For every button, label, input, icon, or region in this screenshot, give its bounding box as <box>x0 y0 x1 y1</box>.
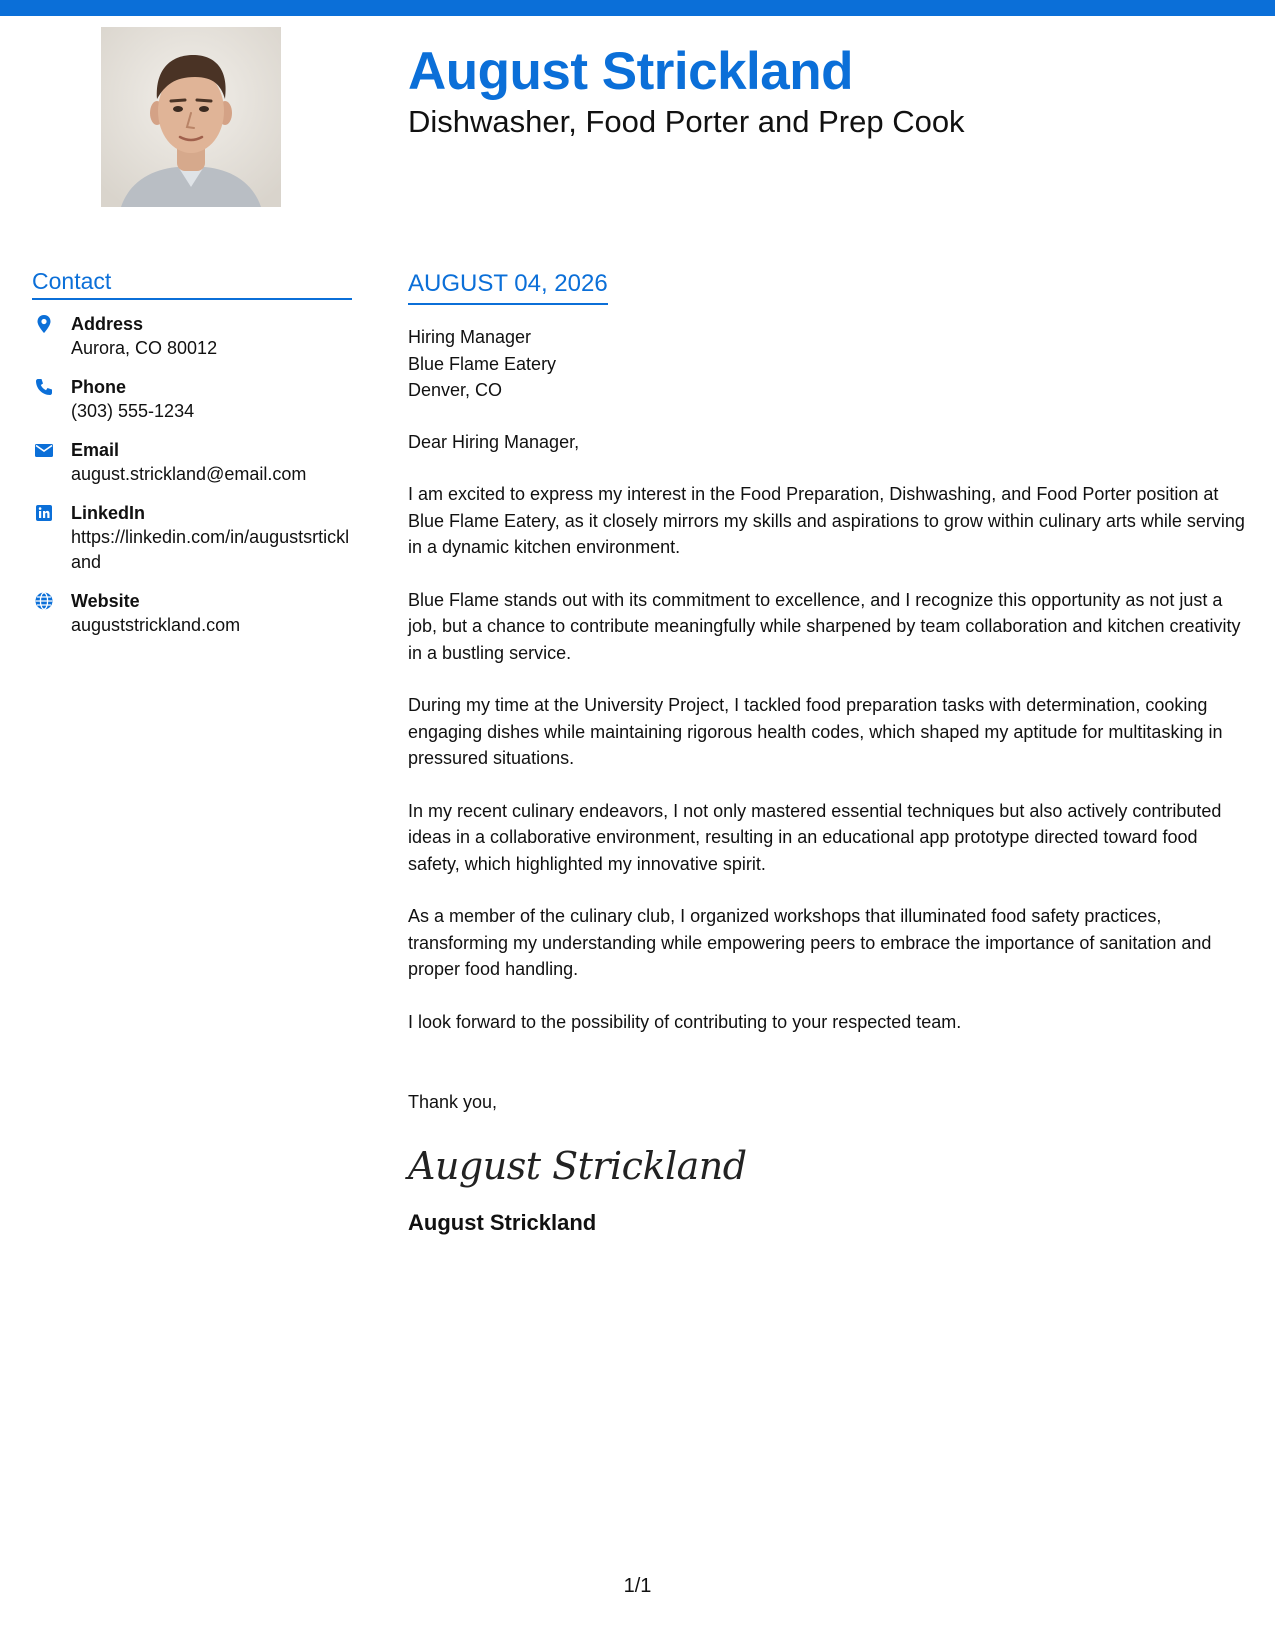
linkedin-icon <box>34 503 54 523</box>
recipient-line: Blue Flame Eatery <box>408 353 557 374</box>
contact-label: Website <box>71 591 140 611</box>
contact-label: Email <box>71 440 120 460</box>
closing: Thank you, <box>408 1092 498 1112</box>
recipient-block <box>408 324 1248 404</box>
contact-label: LinkedIn <box>71 503 146 523</box>
body-paragraph: During my time at the University Project, I tackled food preparation tasks with determination, cooking engaging dishes while maintaining rigorous health codes, which shaped my aptitude for multitasking in pressured situations. <box>408 695 1223 768</box>
applicant-name: August Strickland <box>408 42 854 101</box>
body-paragraph: I am excited to express my interest in the Food Preparation, Dishwashing, and Food Porter position at Blue Flame Eatery, as it closely mirrors my skills and aspirations to grow within culinary arts while serving in a dynamic kitchen environment. <box>408 484 1245 557</box>
contact-address <box>32 312 352 361</box>
contact-label: Phone <box>71 377 127 397</box>
body-paragraph: In my recent culinary endeavors, I not only mastered essential techniques but also actively contributed ideas in a collaborative environment, resulting in an educational app prototype directed toward food safety, which highlighted my innovative spirit. <box>408 800 1222 874</box>
phone-icon <box>34 377 54 397</box>
header <box>408 42 1238 142</box>
email-icon <box>34 440 54 460</box>
handwritten-signature: August Strickland <box>408 1143 747 1188</box>
signed-name: August Strickland <box>408 1209 597 1235</box>
contact-website <box>32 589 352 638</box>
body-paragraph: Blue Flame stands out with its commitment to excellence, and I recognize this opportunity as not just a job, but a chance to contribute meaningfully while sharpened by team collaboration and kitchen creativity in a bustling service. <box>408 589 1241 663</box>
greeting: Dear Hiring Manager, <box>408 431 580 452</box>
letter-date: AUGUST 04, 2026 <box>408 268 608 305</box>
contact-value[interactable]: auguststrickland.com <box>71 615 241 635</box>
page-number: 1/1 <box>623 1575 652 1597</box>
recipient-line: Denver, CO <box>408 380 503 400</box>
contact-linkedin <box>32 501 352 575</box>
contact-sidebar <box>32 266 352 652</box>
contact-heading: Contact <box>32 266 352 300</box>
contact-phone <box>32 375 352 424</box>
contact-label: Address <box>71 314 144 334</box>
recipient-line: Hiring Manager <box>408 327 532 347</box>
body-paragraph: I look forward to the possibility of contributing to your respected team. <box>408 1011 962 1032</box>
contact-value[interactable]: https://linkedin.com/in/augustsrtickland <box>71 527 350 572</box>
job-title: Dishwasher, Food Porter and Prep Cook <box>408 104 965 139</box>
globe-icon <box>34 591 54 611</box>
contact-value: august.strickland@email.com <box>71 464 307 484</box>
map-pin-icon <box>34 314 54 334</box>
contact-value: Aurora, CO 80012 <box>71 338 218 358</box>
contact-value: (303) 555-1234 <box>71 401 195 421</box>
profile-photo <box>101 27 281 207</box>
letter-body <box>408 268 1248 1238</box>
contact-email <box>32 438 352 487</box>
top-accent-bar <box>0 0 1275 16</box>
body-paragraph: As a member of the culinary club, I organized workshops that illuminated food safety practices, transforming my understanding while empowering peers to embrace the importance of sanitation and proper food handling. <box>408 906 1212 979</box>
